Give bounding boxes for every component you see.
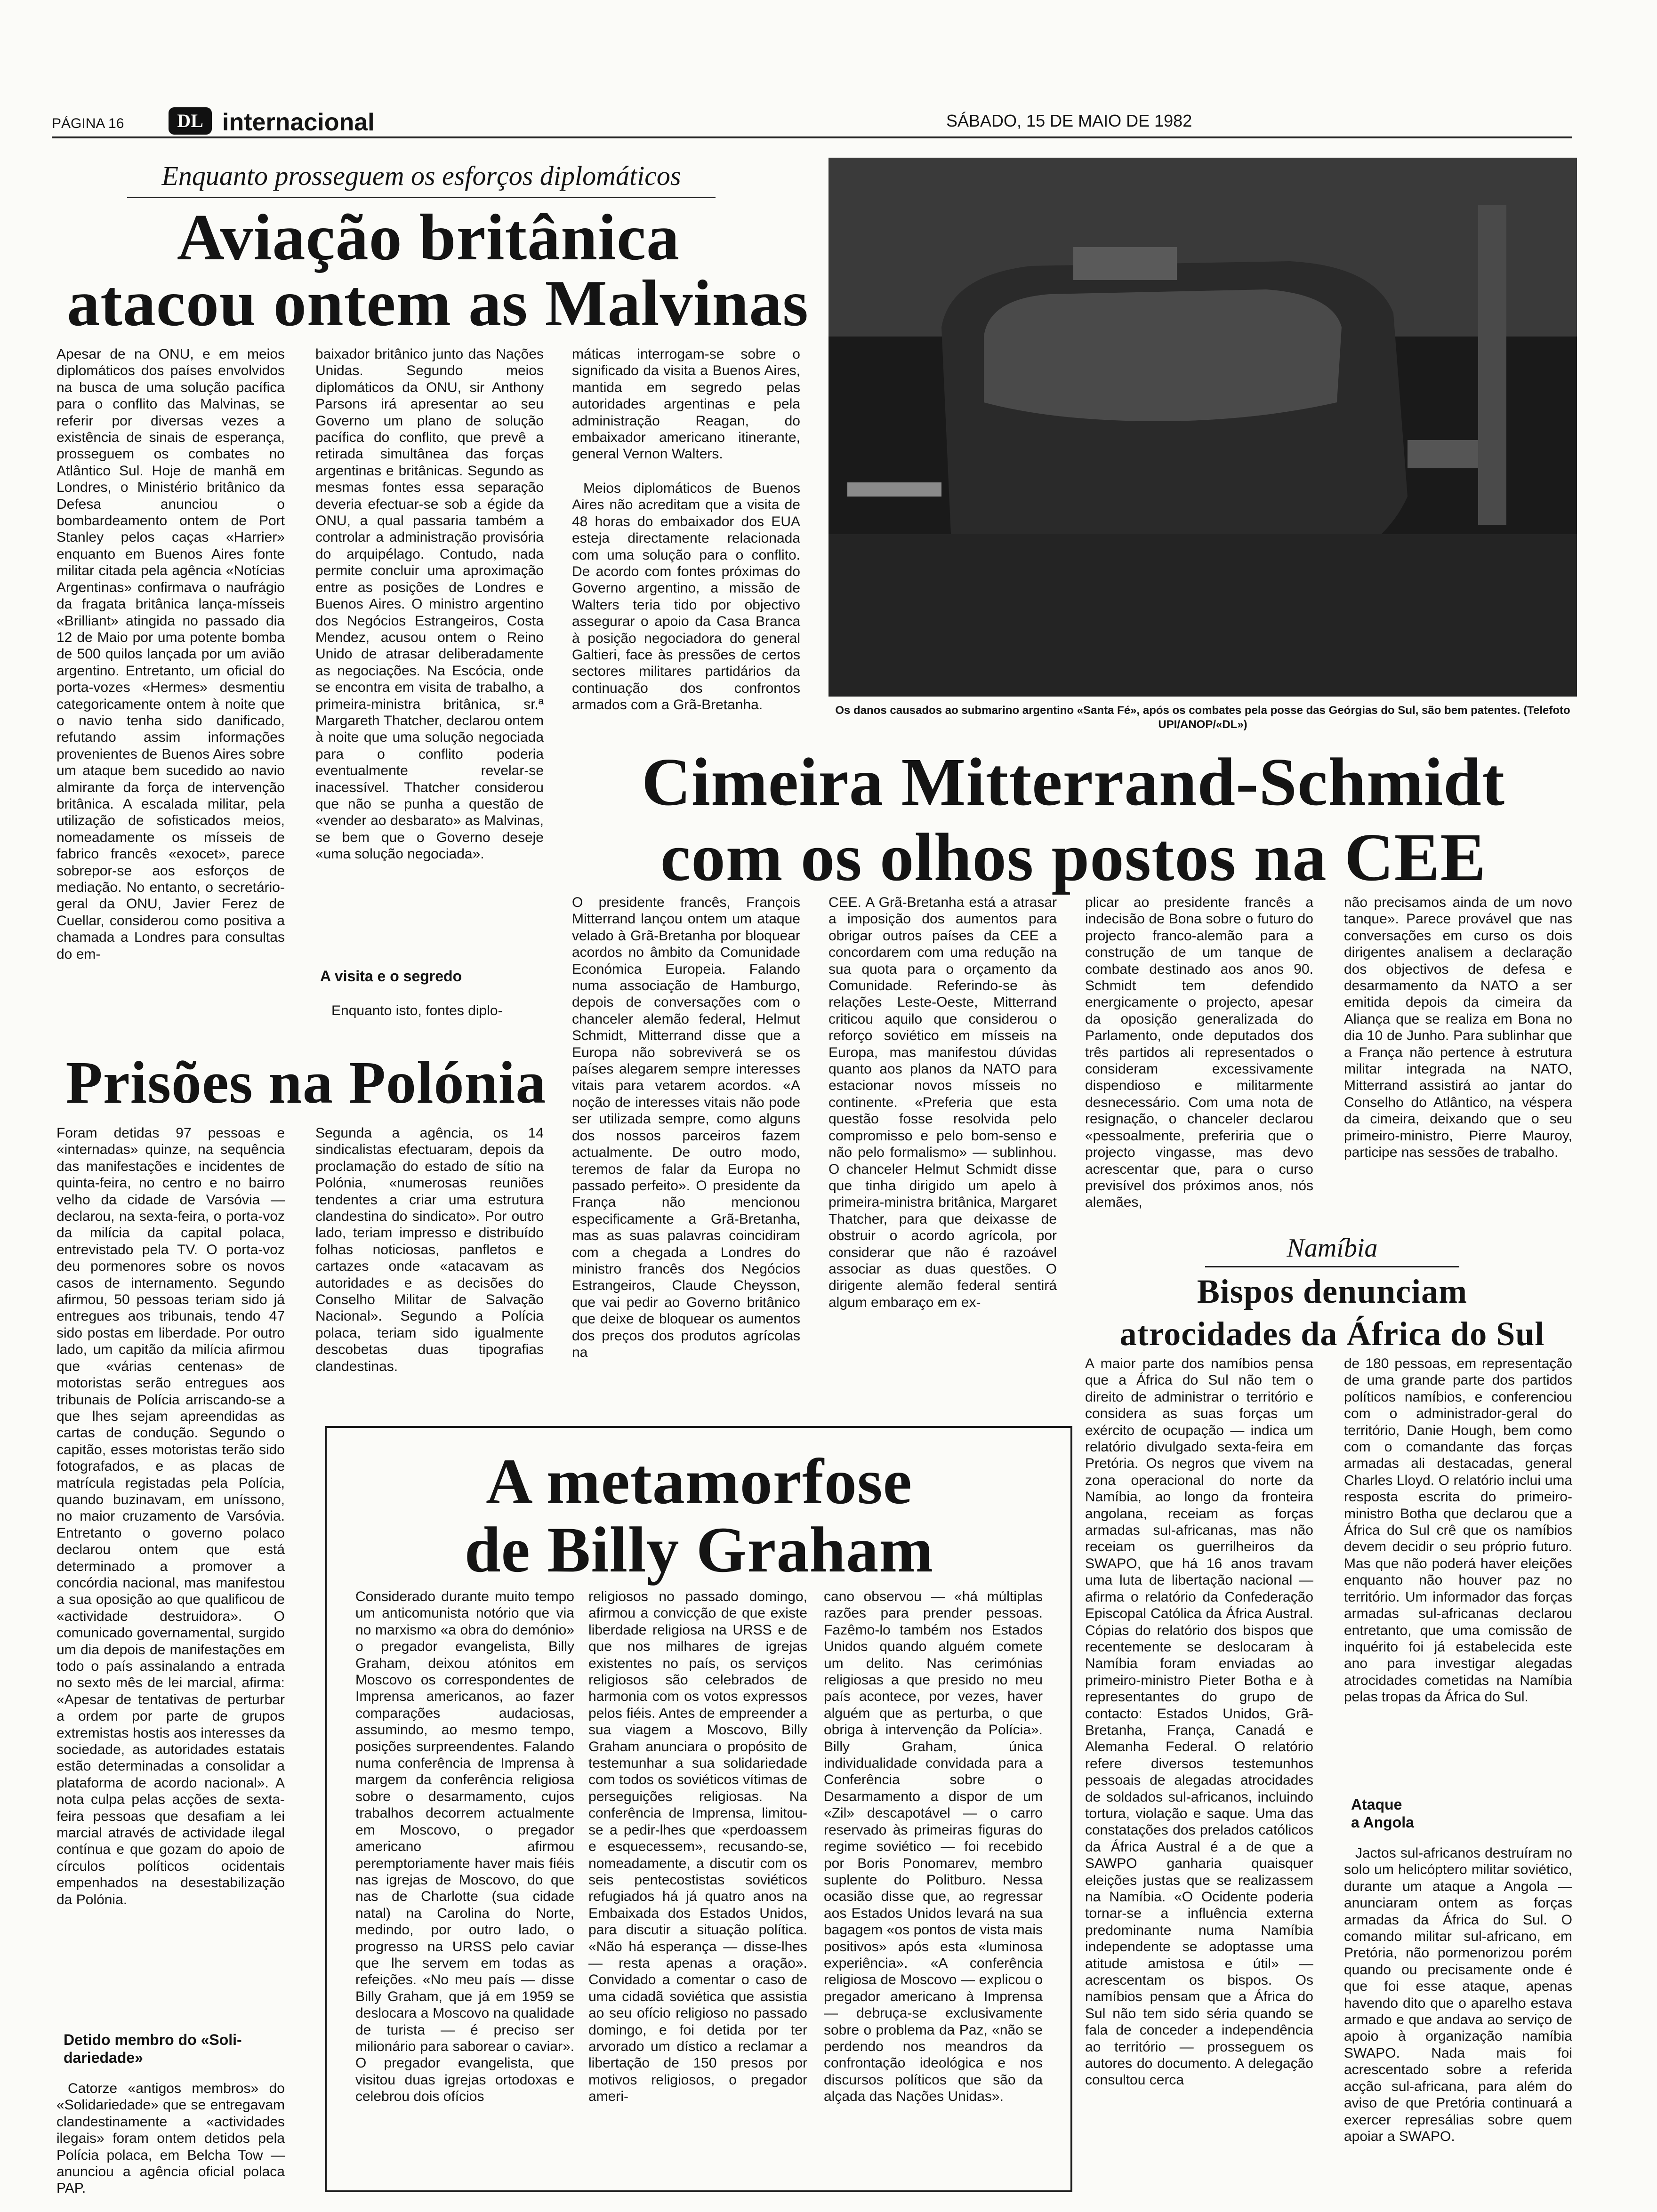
polonia-after-subhead: Catorze «antigos membros» do «Solidariedade» que se entregavam clandestinamente a «actividades ilegais» foram ontem detidos pela Polícia polaca, em Belcha Tow — anunciou a agência oficial polaca PAP. bbox=[56, 2081, 285, 2196]
submarine-illustration bbox=[828, 158, 1577, 697]
namibia-kicker-rule bbox=[1205, 1266, 1459, 1267]
page-date: SÁBADO, 15 DE MAIO DE 1982 bbox=[946, 111, 1192, 130]
graham-col3: cano observou — «há múltiplas razões para prender pessoas. Fazêmo-lo também nos Estados Unidos quando alguém comete um delito. Nas cerimónias religiosas a que presido no meu país acontece, por vezes, haver alguém que as perturba, o que obriga à intervenção da Polícia». Billy Graham, única individualidade convidada para a Conferência sobre o Desarmamento a dispor de um «Zil» descapotável — o carro reservado às primeiras figuras do regime soviético — foi recebido por Boris Ponomarev, membro suplente do Politburo. Nessa ocasião disse que, ao regressar aos Estados Unidos levará na sua bagagem «os pontos de vista mais positivos» após esta «luminosa experiência». «A conferência religiosa de Moscovo — explicou o pregador americano à Imprensa — debruça-se exclusivamente sobre o problema da Paz, «não se perdendo nos meandros da confrontação ideológica e nos discursos políticos que são da alçada das Nações Unidas». bbox=[824, 1589, 1043, 2105]
polonia-subhead-line1: Detido membro do «Soli- bbox=[64, 2031, 242, 2048]
namibia-subhead-line2: a Angola bbox=[1351, 1814, 1414, 1831]
cimeira-title-line1: Cimeira Mitterrand-Schmidt bbox=[641, 745, 1505, 820]
polonia-subhead-line2: dariedade» bbox=[64, 2049, 143, 2066]
malvinas-title-line1: Aviação britânica bbox=[177, 201, 680, 274]
cimeira-col4: não precisamos ainda de um novo tanque». Parece provável que nas conversações em curso os dois dirigentes analisem a declaração dos objectivos de defesa e desarmamento da NATO a ser emitida depois da cimeira da Aliança que se realiza em Bona no dia 10 de Junho. Para sublinhar que a França não pertence à estrutura militar integrada na NATO, Mitterrand assistirá ao jantar do Conselho do Atlântico, na véspera da cimeira, deixando que o seu primeiro-ministro, Pierre Mauroy, participe nas sessões de trabalho. bbox=[1344, 895, 1572, 1161]
cimeira-col3: plicar ao presidente francês a indecisão de Bona sobre o futuro do projecto franco-alemão para a construção de um tanque de combate destinado aos anos 90. Schmidt tem defendido energicamente o projecto, apesar da oposição generalizada do Parlamento, onde deputados dos três partidos ali representados o consideram excessivamente dispendioso e militarmente desnecessário. Com uma nota de resignação, o chanceler declarou «pessoalmente, preferiria que o projecto vingasse, mas devo acrescentar que, para o curso previsível dos próximos anos, nós alemães, bbox=[1085, 895, 1313, 1210]
submarine-photo bbox=[828, 158, 1577, 697]
malvinas-after-subhead: Enquanto isto, fontes diplo- bbox=[331, 1003, 503, 1018]
malvinas-col2: baixador britânico junto das Nações Unidas. Segundo meios diplomáticos da ONU, sir Anthony Parsons irá apresentar ao seu Governo um plano de solução pacífica do conflito, que prevê a retirada simultânea das forças argentinas e britânicas. Segundo as mesmas fontes essa separação deveria efectuar-se sob a égide da ONU, a qual passaria também a controlar a administração provisória do arquipélago. Contudo, nada permite concluir uma aproximação entre as posições de Londres e Buenos Aires. O ministro argentino dos Negócios Estrangeiros, Costa Mendez, acusou ontem o Reino Unido de atrasar deliberadamente as negociações. Na Escócia, onde se encontra em visita de trabalho, a primeira-ministra britânica, sr.ª Margareth Thatcher, declarou ontem à noite que uma solução negociada para o conflito poderia eventualmente revelar-se inacessível. Thatcher considerou que não se punha a questão de «vender ao desbarato» as Malvinas, se bem que o Governo deseje «uma solução negociada». bbox=[315, 346, 544, 862]
graham-col2: religiosos no passado domingo, afirmou a convicção de que existe liberdade religiosa na URSS e de que nos milhares de igrejas existentes no país, os serviços religiosos são celebrados de harmonia com os votos expressos pelos fiéis. Antes de empreender a sua viagem a Moscovo, Billy Graham anunciara o propósito de testemunhar a sua solidariedade com todos os soviéticos vítimas de perseguições religiosas. Na conferência de Imprensa, limitou-se a pedir-lhes que «perdoassem e esquecessem», recusando-se, nomeadamente, a discutir com os seis pentecostistas soviéticos refugiados há já quatro anos na Embaixada dos Estados Unidos, para discutir a situação política. «Não há esperança — disse-lhes — resta apenas a oração». Convidado a comentar o caso de uma cidadã soviética que assistia ao seu ofício religioso no passado domingo, e foi detida por ter arvorado um dístico a reclamar a libertação de 150 presos por motivos religiosos, o pregador ameri- bbox=[588, 1589, 807, 2105]
graham-col1: Considerado durante muito tempo um anticomunista notório que via no marxismo «a obra do demónio» o pregador evangelista, Billy Graham, deixou atónitos em Moscovo os correspondentes de Imprensa americanos, ao fazer comparações audaciosas, assumindo, ao mesmo tempo, posições surpreendentes. Falando numa conferência de Imprensa à margem da conferência religiosa sobre o desarmamento, cujos trabalhos decorrem actualmente em Moscovo, o pregador americano afirmou peremptoriamente haver mais fiéis nas igrejas de Moscovo, do que nas de Charlotte (sua cidade natal) na Carolina do Norte, medindo, por outro lado, o progresso na URSS pelo caviar que lhe servem em todas as refeições. «No meu país — disse Billy Graham, que já em 1959 se deslocara a Moscovo na qualidade de turista — é preciso ser milionário para saborear o caviar». O pregador evangelista, que visitou duas igrejas ortodoxas e celebrou dois ofícios bbox=[355, 1589, 574, 2105]
polonia-title: Prisões na Polónia bbox=[65, 1049, 547, 1116]
namibia-title-line1: Bispos denunciam bbox=[1197, 1273, 1468, 1310]
malvinas-kicker: Enquanto prosseguem os esforços diplomáticos bbox=[161, 160, 681, 191]
namibia-subhead-line1: Ataque bbox=[1351, 1796, 1402, 1813]
section-name: internacional bbox=[222, 109, 375, 136]
namibia-kicker: Namíbia bbox=[1287, 1234, 1378, 1263]
malvinas-col3a: máticas interrogam-se sobre o significado da visita a Buenos Aires, mantida em segredo pelas autoridades argentinas e pela administração Reagan, do embaixador americano itinerante, general Vernon Walters. bbox=[572, 346, 800, 462]
polonia-col1: Foram detidas 97 pessoas e «internadas» quinze, na sequência das manifestações e incidentes de quinta-feira, no centro e no bairro velho da cidade de Varsóvia — declarou, na sexta-feira, o porta-voz da milícia da capital polaca, entrevistado pela TV. O porta-voz deu pormenores sobre os novos casos de internamento. Segundo afirmou, 50 pessoas teriam sido já entregues aos tribunais, tendo 47 sido postas em liberdade. Por outro lado, um capitão da milícia afirmou que «várias centenas» de motoristas serão entregues aos tribunais de Polícia arriscando-se a que lhes sejam apreendidas as cartas de condução. Segundo o capitão, esses motoristas terão sido fotografados, e as placas de matrícula registadas pela Polícia, quando buzinavam, em uníssono, no maior cruzamento de Varsóvia. Entretanto o governo polaco declarou ontem que está determinado a promover a concórdia nacional, mas manifestou a sua oposição ao que qualificou de «actividade destruidora». O comunicado governamental, surgido um dia depois de manifestações em todo o país assinalando a entrada no sexto mês de lei marcial, afirma: «Apesar de tentativas de perturbar a ordem por parte de grupos extremistas hostis aos interesses da sociedade, as autoridades estatais estão determinadas a consolidar a plataforma de acordo nacional». A nota culpa pelas acções de sexta-feira pessoas que desafiam a lei marcial através de actividade ilegal contínua e que gozam do apoio de círculos políticos ocidentais empenhados na desestabilização da Polónia. bbox=[56, 1125, 285, 1907]
graham-title-line2: de Billy Graham bbox=[464, 1514, 934, 1586]
polonia-col2: Segunda a agência, os 14 sindicalistas efectuaram, depois da proclamação do estado de sítio na Polónia, «numerosas reuniões tendentes a criar uma estrutura clandestina do sindicato». Por outro lado, teriam impresso e distribuído folhas noticiosas, panfletos e cartazes onde «atacavam as autoridades e as decisões do Conselho Militar de Salvação Nacional». Segundo a Polícia polaca, teriam sido igualmente descobetas duas tipografias clandestinas. bbox=[315, 1125, 544, 1374]
header-rule bbox=[52, 136, 1572, 138]
cimeira-col1: O presidente francês, François Mitterrand lançou ontem um ataque velado à Grã-Bretanha por bloquear acordos no âmbito da Comunidade Económica Europeia. Falando numa associação de Hamburgo, depois de conversações com o chanceler alemão federal, Helmut Schmidt, Mitterrand disse que a Europa não sobreviverá se os países alegarem sempre interesses vitais para vetarem acordos. «A noção de interesses vitais não pode ser utilizada sempre, como alguns dos nossos parceiros fazem actualmente. De outro modo, teremos de falar da Europa no passado perfeito». O presidente da França não mencionou especificamente a Grã-Bretanha, mas as suas palavras coincidiram com a chegada a Londres do ministro francês dos Negócios Estrangeiros, Claude Cheysson, que vai pedir ao Governo britânico que deixe de bloquear os aumentos dos preços dos produtos agrícolas na bbox=[572, 895, 800, 1360]
malvinas-col3b: Meios diplomáticos de Buenos Aires não acreditam que a visita de 48 horas do embaixador dos EUA esteja directamente relacionada com uma solução para o conflito. De acordo com fontes próximas do Governo argentino, a missão de Walters teria tido por objectivo assegurar o apoio da Casa Branca à posição negociadora do general Galtieri, face às pressões de certos sectores militares partidários da continuação dos confrontos armados com a Grã-Bretanha. bbox=[572, 481, 800, 713]
page-header bbox=[52, 107, 1572, 136]
malvinas-title-line2: atacou ontem as Malvinas bbox=[67, 267, 809, 340]
newspaper-logo: DL bbox=[169, 107, 212, 135]
namibia-col1: A maior parte dos namíbios pensa que a África do Sul não tem o direito de administrar o território e considera as suas forças um exército de ocupação — indica um relatório divulgado sexta-feira em Pretória. Os negros que vivem na zona operacional do norte da Namíbia, ao longo da fronteira angolana, receiam as forças armadas sul-africanas, mas não receiam os guerrilheiros da SWAPO, que há 16 anos travam uma luta de libertação nacional — afirma o relatório da Confederação Episcopal Católica da África Austral. Cópias do relatório dos bispos que recentemente se deslocaram à Namíbia foram enviadas ao primeiro-ministro Pieter Botha e à representantes do grupo de contacto: Estados Unidos, Grã-Bretanha, França, Canadá e Alemanha Federal. O relatório refere diversos testemunhos pessoais de alegadas atrocidades de soldados sul-africanos, incluindo tortura, violação e saque. Uma das constatações dos prelados católicos da África Austral é a de que a SAWPO ganharia quaisquer eleições justas que se realizassem na Namíbia. «O Ocidente poderia tornar-se a influência externa predominante numa Namíbia independente se adoptasse uma atitude amistosa e útil» — acrescentam os bispos. Os namíbios pensam que a África do Sul não tem sido séria quando se fala de conceder a independência ao território — prosseguem os autores do documento. A delegação consultou cerca bbox=[1085, 1356, 1313, 2088]
namibia-after-subhead: Jactos sul-africanos destruíram no solo um helicóptero militar soviético, durante um ataque a Angola — anunciaram ontem as forças armadas da África do Sul. O comando militar sul-africano, em Pretória, não pormenorizou porém quando ou precisamente onde é que foi esse ataque, apenas havendo dito que o aparelho estava armado e que andava ao serviço de apoio à organização namíbia SWAPO. Nada mais foi acrescentado sobre a referida acção sul-africana, para além do aviso de que Pretória continuará a exercer represálias sobre quem apoiar a SWAPO. bbox=[1344, 1845, 1572, 2144]
malvinas-subhead: A visita e o segredo bbox=[320, 968, 462, 985]
malvinas-col1: Apesar de na ONU, e em meios diplomáticos dos países envolvidos na busca de uma solução pacífica para o conflito das Malvinas, se referir por diversas vezes a existência de sinais de esperança, prosseguem os combates no Atlântico Sul. Hoje de manhã em Londres, o Ministério britânico da Defesa anunciou o bombardeamento ontem de Port Stanley pelos caças «Harrier» enquanto em Buenos Aires fonte militar citada pela agência «Notícias Argentinas» confirmava o naufrágio da fragata britânica lança-mísseis «Brilliant» atingida no passado dia 12 de Maio por uma potente bomba de 500 quilos lançada por um avião argentino. Entretanto, um oficial do porta-vozes «Hermes» desmentiu categoricamente ontem à noite que o navio tenha sido danificado, refutando assim informações provenientes de Buenos Aires sobre um ataque bem sucedido ao navio almirante da força de intervenção britânica. A escalada militar, pela utilização de sofisticados meios, nomeadamente os mísseis de fabrico francês «exocet», parece sobrepor-se aos esforços de mediação. No entanto, o secretário-geral da ONU, Javier Ferez de Cuellar, considerou como positiva a chamada a Londres para consultas do em- bbox=[56, 346, 285, 962]
malvinas-kicker-rule bbox=[127, 197, 716, 198]
graham-title-line1: A metamorfose bbox=[486, 1445, 912, 1517]
page-number: PÁGINA 16 bbox=[52, 116, 124, 131]
namibia-title-line2: atrocidades da África do Sul bbox=[1119, 1315, 1545, 1353]
cimeira-title-line2: com os olhos postos na CEE bbox=[660, 820, 1487, 895]
namibia-col2: de 180 pessoas, em representação de uma grande parte dos partidos políticos namíbios, e conferenciou com o administrador-geral do território, Danie Hough, bem como com o comandante das forças armadas ali destacadas, general Charles Lloyd. O relatório inclui uma resposta escrita do primeiro-ministro Botha que declarou que a África do Sul crê que os namíbios devem decidir o seu próprio futuro. Mas que não poderá haver eleições enquanto não houver paz no território. Um informador das forças armadas sul-africanas declarou entretanto, que uma comissão de inquérito foi já estabelecida este ano para investigar alegadas atrocidades cometidas na Namíbia pelas tropas da África do Sul. bbox=[1344, 1356, 1572, 1705]
photo-caption: Os danos causados ao submarino argentino «Santa Fé», após os combates pela posse das Geórgias do Sul, são bem patentes. (Telefoto UPI/ANOP/«DL») bbox=[835, 704, 1570, 731]
cimeira-col2: CEE. A Grã-Bretanha está a atrasar a imposição dos aumentos para obrigar outros países da CEE a concordarem com uma redução na sua quota para o orçamento da Comunidade. Referindo-se às relações Leste-Oeste, Mitterrand criticou aquilo que considerou o reforço soviético em mísseis na Europa, mas manifestou dúvidas quanto aos planos da NATO para estacionar novos mísseis no continente. «Preferia que esta questão fosse resolvida pelo compromisso e pelo bom-senso e não pelo formalismo» — sublinhou. O chanceler Helmut Schmidt disse que tinha dirigido um apelo à primeira-ministra britânica, Margaret Thatcher, para que deixasse de obstruir o acordo agrícola, por considerar que não é razoável associar as duas questões. O dirigente alemão federal sentirá algum embaraço em ex- bbox=[828, 895, 1057, 1310]
